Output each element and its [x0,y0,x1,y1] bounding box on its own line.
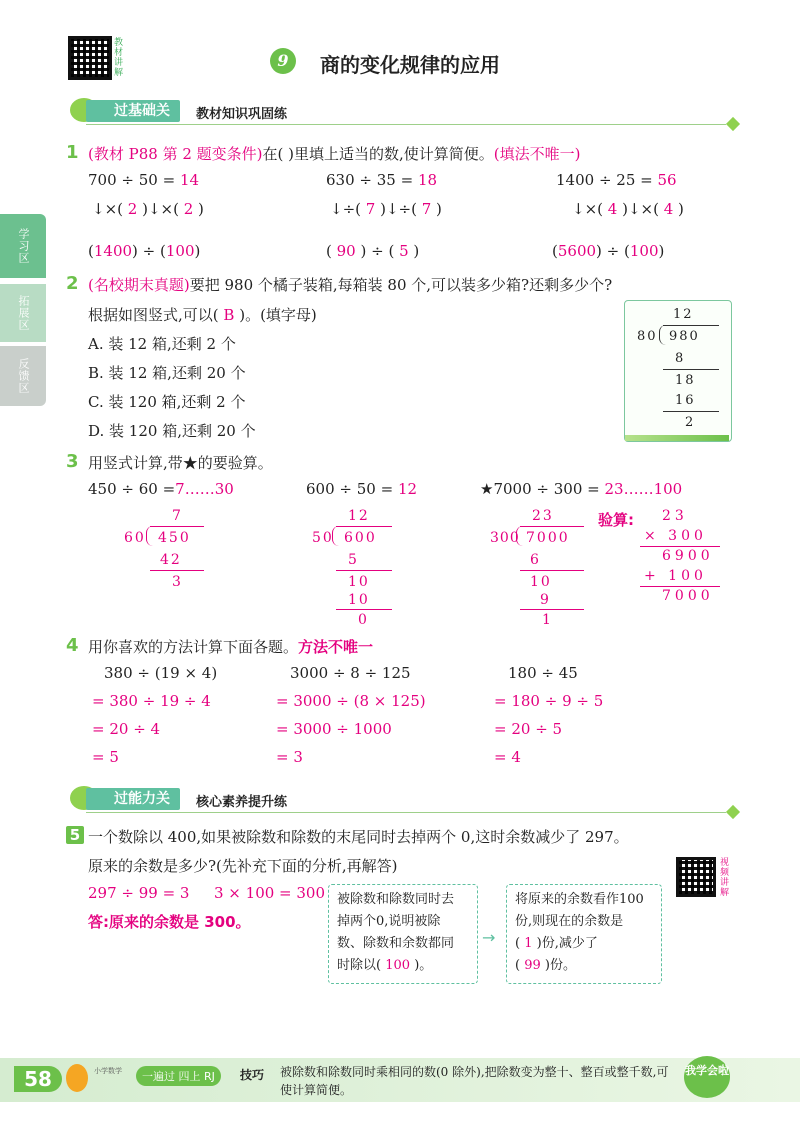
long-division-figure: 12 80 980 8 18 16 2 [624,300,732,442]
divider [86,124,726,125]
brand-caption: 小学数学 [94,1067,122,1075]
arrow-right-icon: → [482,928,496,947]
lesson-number-badge: 9 [270,48,296,74]
question-5-stem-2: 原来的余数是多少?(先补充下面的分析,再解答) [88,857,398,875]
expression: 600 ÷ 50 = 12 [306,480,418,498]
expression: 630 ÷ 35 = 18 [326,171,438,189]
expression: 450 ÷ 60 =7……30 [88,480,234,498]
long-division-2: 12 50 600 5 10 10 0 [310,508,410,628]
section-subtitle: 教材知识巩固练 [196,107,288,122]
answer: B [223,306,235,324]
analysis-box-2: 将原来的余数看作100 份,则现在的余数是 ( 1 )份,减少了 ( 99 )份。 [506,884,662,984]
section-banner-ability: 过能力关 [86,788,180,810]
question-1-stem [88,143,580,164]
question-number: 3 [66,451,79,472]
question-text: 在( )里填上适当的数,使计算简便。 [262,145,494,163]
check-multiplication: 23 × 300 6900 + 100 7000 [640,506,730,606]
question-number: 2 [66,273,79,294]
calc-step: 297 ÷ 99 = 3 [88,884,190,902]
question-number-badge: 5 [66,826,84,844]
logo: 我学会啦 [684,1056,730,1098]
calc-column-2: 3000 ÷ 8 ÷ 125 = 3000 ÷ (8 × 125) = 3000 ÷ 1000 = 3 [276,664,426,766]
expression: ★7000 ÷ 300 = 23……100 [480,480,683,498]
mascot-icon [66,1064,88,1092]
result-row: (5600) ÷ (100) [552,242,665,260]
qr-code[interactable] [676,857,716,897]
brand-label: 一遍过 四上 RJ [136,1066,221,1086]
question-2-prompt: 根据如图竖式,可以( B )。(填字母) [88,306,317,324]
analysis-box-1: 被除数和除数同时去 掉两个0,说明被除 数、除数和余数都同 时除以( 100 )。 [328,884,478,984]
option-a: A. 装 12 箱,还剩 2 个 [88,335,236,353]
calc-step: 3 × 100 = 300 [214,884,326,902]
result-row: ( 90 ) ÷ ( 5 ) [326,242,420,260]
long-division-3: 23 300 7000 6 10 9 1 [490,508,590,628]
question-2-stem: (名校期末真题)要把 980 个橘子装箱,每箱装 80 个,可以装多少箱?还剩多少个? [88,276,613,294]
calc-column-3: 180 ÷ 45 = 180 ÷ 9 ÷ 5 = 20 ÷ 5 = 4 [494,664,604,766]
side-tab-extend[interactable]: 拓展区 [0,284,46,342]
question-5-stem: 一个数除以 400,如果被除数和除数的末尾同时去掉两个 0,这时余数减少了 297。 [88,828,629,846]
expression: 1400 ÷ 25 = 56 [556,171,677,189]
question-4-stem: 用你喜欢的方法计算下面各题。方法不唯一 [88,638,374,656]
section-subtitle: 核心素养提升练 [196,795,288,810]
question-note: (填法不唯一) [493,145,581,163]
answer: 18 [417,171,438,189]
qr-caption: 视频讲解 [720,858,730,898]
long-division-1: 7 60 450 42 3 [120,508,220,598]
expression: 700 ÷ 50 = 14 [88,171,200,189]
answer: 14 [179,171,200,189]
flower-icon [726,805,740,819]
tip-text: 被除数和除数同时乘相同的数(0 除外),把除数变为整十、整百或整千数,可使计算简便。 [280,1065,669,1097]
question-source: (教材 P88 第 2 题变条件) [88,145,263,163]
final-answer: 答:原来的余数是 300。 [88,913,251,931]
page-title: 商的变化规律的应用 [320,53,500,77]
divider [86,812,726,813]
flower-icon [726,117,740,131]
qr-code[interactable] [68,36,112,80]
operation-row: ↓×( 2 )↓×( 2 ) [92,200,204,218]
option-c: C. 装 120 箱,还剩 2 个 [88,393,246,411]
check-label: 验算: [598,511,634,529]
option-b: B. 装 12 箱,还剩 20 个 [88,364,246,382]
operation-row: ↓×( 4 )↓×( 4 ) [572,200,684,218]
question-3-stem: 用竖式计算,带★的要验算。 [88,454,273,472]
question-number: 1 [66,142,79,163]
answer: 56 [657,171,677,189]
section-banner-basic: 过基础关 [86,100,180,122]
operation-row: ↓÷( 7 )↓÷( 7 ) [330,200,442,218]
tip-label: 技巧 [240,1068,265,1082]
side-tab-study[interactable]: 学习区 [0,214,46,278]
question-number: 4 [66,635,79,656]
calc-column-1: 380 ÷ (19 × 4) = 380 ÷ 19 ÷ 4 = 20 ÷ 4 = 5 [92,664,218,766]
option-d: D. 装 120 箱,还剩 20 个 [88,422,256,440]
page-number: 58 [14,1066,62,1092]
qr-caption: 教材讲解 [114,38,124,78]
side-tab-feedback[interactable]: 反馈区 [0,346,46,406]
result-row: (1400) ÷ (100) [88,242,201,260]
